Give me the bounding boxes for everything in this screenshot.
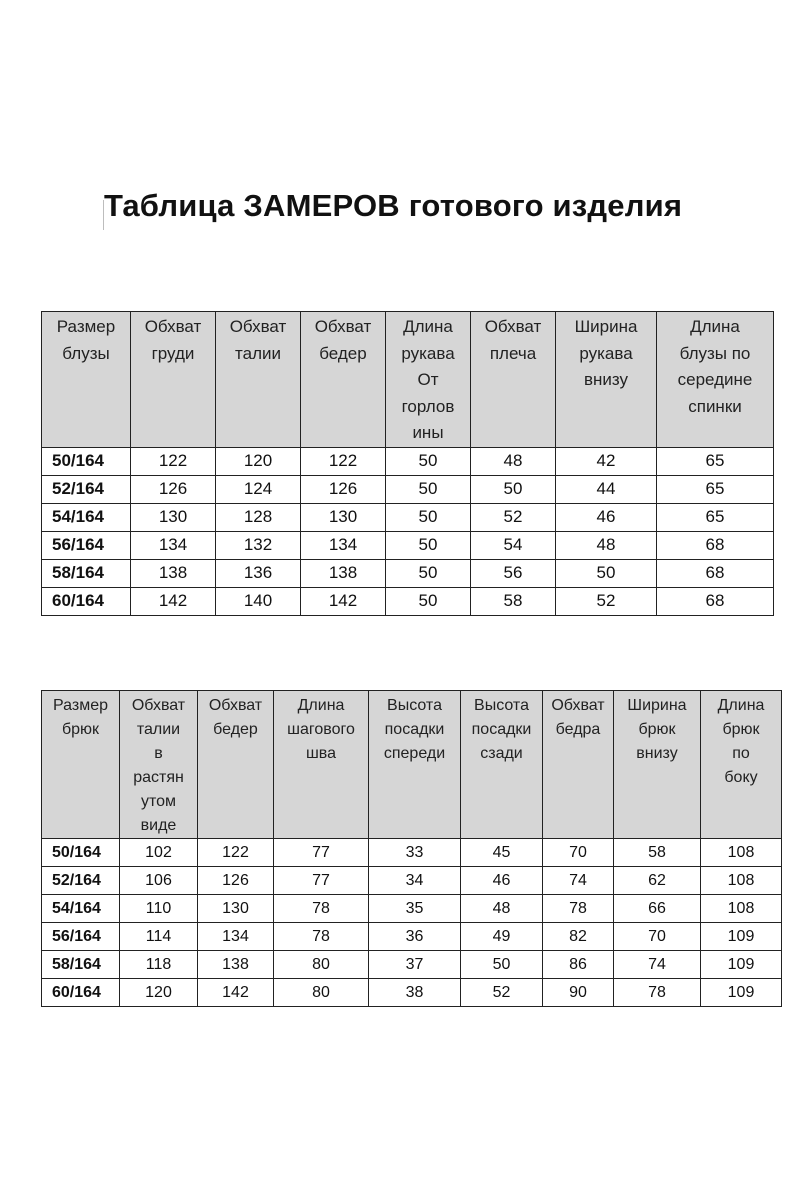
trousers-header-line: посадки xyxy=(384,721,445,738)
trousers-header-line: по xyxy=(732,745,750,762)
blouse-header-line: От xyxy=(417,370,439,389)
blouse-header-cell xyxy=(216,312,301,448)
value-cell: 82 xyxy=(543,923,614,951)
value-cell: 90 xyxy=(543,979,614,1007)
blouse-header-line: талии xyxy=(235,343,281,363)
table-row xyxy=(42,867,782,895)
size-cell: 50/164 xyxy=(42,839,120,867)
value-cell: 138 xyxy=(301,559,386,587)
value-cell: 50 xyxy=(386,587,471,615)
trousers-header-line: утом xyxy=(140,793,177,810)
value-cell: 78 xyxy=(274,923,369,951)
trousers-header-line: Длина xyxy=(297,697,345,714)
trousers-header-line: сзади xyxy=(480,745,523,762)
table-row xyxy=(42,923,782,951)
blouse-header-line: Размер xyxy=(56,317,116,336)
trousers-header-line: Обхват xyxy=(551,697,605,714)
trousers-header-line: Высота xyxy=(474,697,529,714)
value-cell: 80 xyxy=(274,951,369,979)
table-row xyxy=(42,839,782,867)
value-cell: 120 xyxy=(120,979,198,1007)
value-cell: 58 xyxy=(614,839,701,867)
value-cell: 50 xyxy=(386,559,471,587)
blouse-header-line: горлов xyxy=(401,396,455,416)
value-cell: 126 xyxy=(301,475,386,503)
size-cell: 58/164 xyxy=(42,951,120,979)
value-cell: 74 xyxy=(614,951,701,979)
value-cell: 122 xyxy=(131,447,216,475)
trousers-header-line: в xyxy=(154,745,163,762)
trousers-header-cell xyxy=(42,691,120,839)
blouse-header-line: внизу xyxy=(583,370,629,389)
blouse-header-cell xyxy=(471,312,556,448)
blouse-header-line: спинки xyxy=(688,396,742,416)
value-cell: 118 xyxy=(120,951,198,979)
size-cell: 50/164 xyxy=(42,447,131,475)
trousers-header-cell xyxy=(461,691,543,839)
value-cell: 35 xyxy=(369,895,461,923)
table-row xyxy=(42,979,782,1007)
value-cell: 114 xyxy=(120,923,198,951)
value-cell: 136 xyxy=(216,559,301,587)
trousers-header-line: Обхват xyxy=(131,697,186,714)
trousers-header-line: боку xyxy=(724,769,758,786)
value-cell: 33 xyxy=(369,839,461,867)
table-row xyxy=(42,531,774,559)
blouse-header-line: Длина xyxy=(690,317,740,336)
value-cell: 130 xyxy=(198,895,274,923)
blouse-measurements-table xyxy=(41,311,774,616)
size-cell: 58/164 xyxy=(42,559,131,587)
trousers-header-line: бедер xyxy=(213,721,258,738)
value-cell: 142 xyxy=(198,979,274,1007)
blouse-header-cell xyxy=(657,312,774,448)
value-cell: 52 xyxy=(471,503,556,531)
blouse-header-cell xyxy=(301,312,386,448)
value-cell: 52 xyxy=(556,587,657,615)
trousers-header-cell xyxy=(120,691,198,839)
value-cell: 45 xyxy=(461,839,543,867)
blouse-header-line: Длина xyxy=(403,317,453,336)
size-cell: 54/164 xyxy=(42,503,131,531)
value-cell: 132 xyxy=(216,531,301,559)
value-cell: 108 xyxy=(701,867,782,895)
table-row xyxy=(42,559,774,587)
value-cell: 68 xyxy=(657,587,774,615)
blouse-header-line: рукава xyxy=(579,343,633,363)
value-cell: 44 xyxy=(556,475,657,503)
value-cell: 48 xyxy=(471,447,556,475)
blouse-header-line: Обхват xyxy=(229,317,287,336)
value-cell: 122 xyxy=(301,447,386,475)
value-cell: 126 xyxy=(131,475,216,503)
blouse-header-row xyxy=(42,312,774,448)
value-cell: 48 xyxy=(556,531,657,559)
value-cell: 142 xyxy=(131,587,216,615)
blouse-header-line: рукава xyxy=(401,343,455,363)
trousers-header-row xyxy=(42,691,782,839)
value-cell: 50 xyxy=(386,503,471,531)
value-cell: 46 xyxy=(556,503,657,531)
table-row xyxy=(42,447,774,475)
blouse-header-cell xyxy=(386,312,471,448)
value-cell: 122 xyxy=(198,839,274,867)
value-cell: 34 xyxy=(369,867,461,895)
blouse-header-line: плеча xyxy=(489,343,537,363)
trousers-header-line: спереди xyxy=(383,745,446,762)
blouse-header-line: бедер xyxy=(319,343,367,363)
trousers-header-line: бедра xyxy=(555,721,601,738)
trousers-header-line: Обхват xyxy=(208,697,263,714)
value-cell: 68 xyxy=(657,531,774,559)
value-cell: 109 xyxy=(701,979,782,1007)
trousers-header-cell xyxy=(369,691,461,839)
blouse-header-line: Ширина xyxy=(574,317,638,336)
table-row xyxy=(42,587,774,615)
table-row xyxy=(42,895,782,923)
value-cell: 120 xyxy=(216,447,301,475)
size-cell: 56/164 xyxy=(42,531,131,559)
value-cell: 54 xyxy=(471,531,556,559)
blouse-rows xyxy=(42,447,774,615)
trousers-header-cell xyxy=(701,691,782,839)
value-cell: 77 xyxy=(274,839,369,867)
value-cell: 78 xyxy=(614,979,701,1007)
value-cell: 140 xyxy=(216,587,301,615)
blouse-header-line: середине xyxy=(677,370,753,389)
blouse-header-line: блузы xyxy=(62,343,110,363)
value-cell: 138 xyxy=(198,951,274,979)
value-cell: 68 xyxy=(657,559,774,587)
value-cell: 130 xyxy=(301,503,386,531)
table-row xyxy=(42,503,774,531)
trousers-header-line: растян xyxy=(133,769,184,786)
size-cell: 60/164 xyxy=(42,587,131,615)
trousers-header-line: внизу xyxy=(636,745,678,762)
value-cell: 56 xyxy=(471,559,556,587)
page-title: Таблица ЗАМЕРОВ готового изделия xyxy=(104,188,683,223)
value-cell: 108 xyxy=(701,895,782,923)
value-cell: 50 xyxy=(386,447,471,475)
trousers-header-line: Длина xyxy=(717,697,765,714)
trousers-measurements-table xyxy=(41,690,782,1007)
blouse-header-cell xyxy=(42,312,131,448)
value-cell: 66 xyxy=(614,895,701,923)
value-cell: 50 xyxy=(461,951,543,979)
trousers-header-cell xyxy=(614,691,701,839)
size-cell: 52/164 xyxy=(42,475,131,503)
value-cell: 50 xyxy=(556,559,657,587)
value-cell: 38 xyxy=(369,979,461,1007)
value-cell: 65 xyxy=(657,475,774,503)
trousers-rows xyxy=(42,839,782,1007)
blouse-header-cell xyxy=(556,312,657,448)
trousers-header-line: брюк xyxy=(722,721,760,738)
blouse-header-line: Обхват xyxy=(144,317,202,336)
value-cell: 130 xyxy=(131,503,216,531)
trousers-header-cell xyxy=(543,691,614,839)
value-cell: 62 xyxy=(614,867,701,895)
value-cell: 134 xyxy=(301,531,386,559)
table-row xyxy=(42,475,774,503)
value-cell: 74 xyxy=(543,867,614,895)
value-cell: 77 xyxy=(274,867,369,895)
table-row xyxy=(42,951,782,979)
value-cell: 78 xyxy=(274,895,369,923)
value-cell: 65 xyxy=(657,503,774,531)
size-cell: 60/164 xyxy=(42,979,120,1007)
value-cell: 142 xyxy=(301,587,386,615)
value-cell: 58 xyxy=(471,587,556,615)
value-cell: 134 xyxy=(198,923,274,951)
value-cell: 50 xyxy=(471,475,556,503)
value-cell: 48 xyxy=(461,895,543,923)
trousers-header-line: шва xyxy=(305,745,337,762)
value-cell: 126 xyxy=(198,867,274,895)
trousers-header-line: Высота xyxy=(387,697,442,714)
value-cell: 134 xyxy=(131,531,216,559)
value-cell: 70 xyxy=(614,923,701,951)
value-cell: 109 xyxy=(701,951,782,979)
value-cell: 109 xyxy=(701,923,782,951)
blouse-header-line: груди xyxy=(151,343,195,363)
trousers-header-line: шагового xyxy=(287,721,355,738)
value-cell: 49 xyxy=(461,923,543,951)
size-cell: 54/164 xyxy=(42,895,120,923)
blouse-header-line: Обхват xyxy=(484,317,542,336)
value-cell: 36 xyxy=(369,923,461,951)
trousers-header-cell xyxy=(274,691,369,839)
value-cell: 50 xyxy=(386,475,471,503)
value-cell: 65 xyxy=(657,447,774,475)
trousers-header-cell xyxy=(198,691,274,839)
value-cell: 138 xyxy=(131,559,216,587)
trousers-header-line: виде xyxy=(140,817,177,834)
value-cell: 52 xyxy=(461,979,543,1007)
trousers-header-line: посадки xyxy=(471,721,532,738)
value-cell: 128 xyxy=(216,503,301,531)
value-cell: 108 xyxy=(701,839,782,867)
blouse-header-cell xyxy=(131,312,216,448)
value-cell: 78 xyxy=(543,895,614,923)
value-cell: 102 xyxy=(120,839,198,867)
value-cell: 106 xyxy=(120,867,198,895)
size-cell: 56/164 xyxy=(42,923,120,951)
blouse-header-line: ины xyxy=(412,423,444,442)
value-cell: 110 xyxy=(120,895,198,923)
trousers-header-line: талии xyxy=(136,721,181,738)
trousers-header-line: брюк xyxy=(61,721,100,738)
trousers-header-line: Размер xyxy=(53,697,108,714)
size-cell: 52/164 xyxy=(42,867,120,895)
trousers-header-line: брюк xyxy=(638,721,676,738)
value-cell: 50 xyxy=(386,531,471,559)
value-cell: 124 xyxy=(216,475,301,503)
value-cell: 86 xyxy=(543,951,614,979)
value-cell: 37 xyxy=(369,951,461,979)
trousers-header-line: Ширина xyxy=(627,697,687,714)
value-cell: 46 xyxy=(461,867,543,895)
blouse-header-line: Обхват xyxy=(314,317,372,336)
value-cell: 42 xyxy=(556,447,657,475)
value-cell: 80 xyxy=(274,979,369,1007)
value-cell: 70 xyxy=(543,839,614,867)
blouse-header-line: блузы по xyxy=(679,343,751,363)
